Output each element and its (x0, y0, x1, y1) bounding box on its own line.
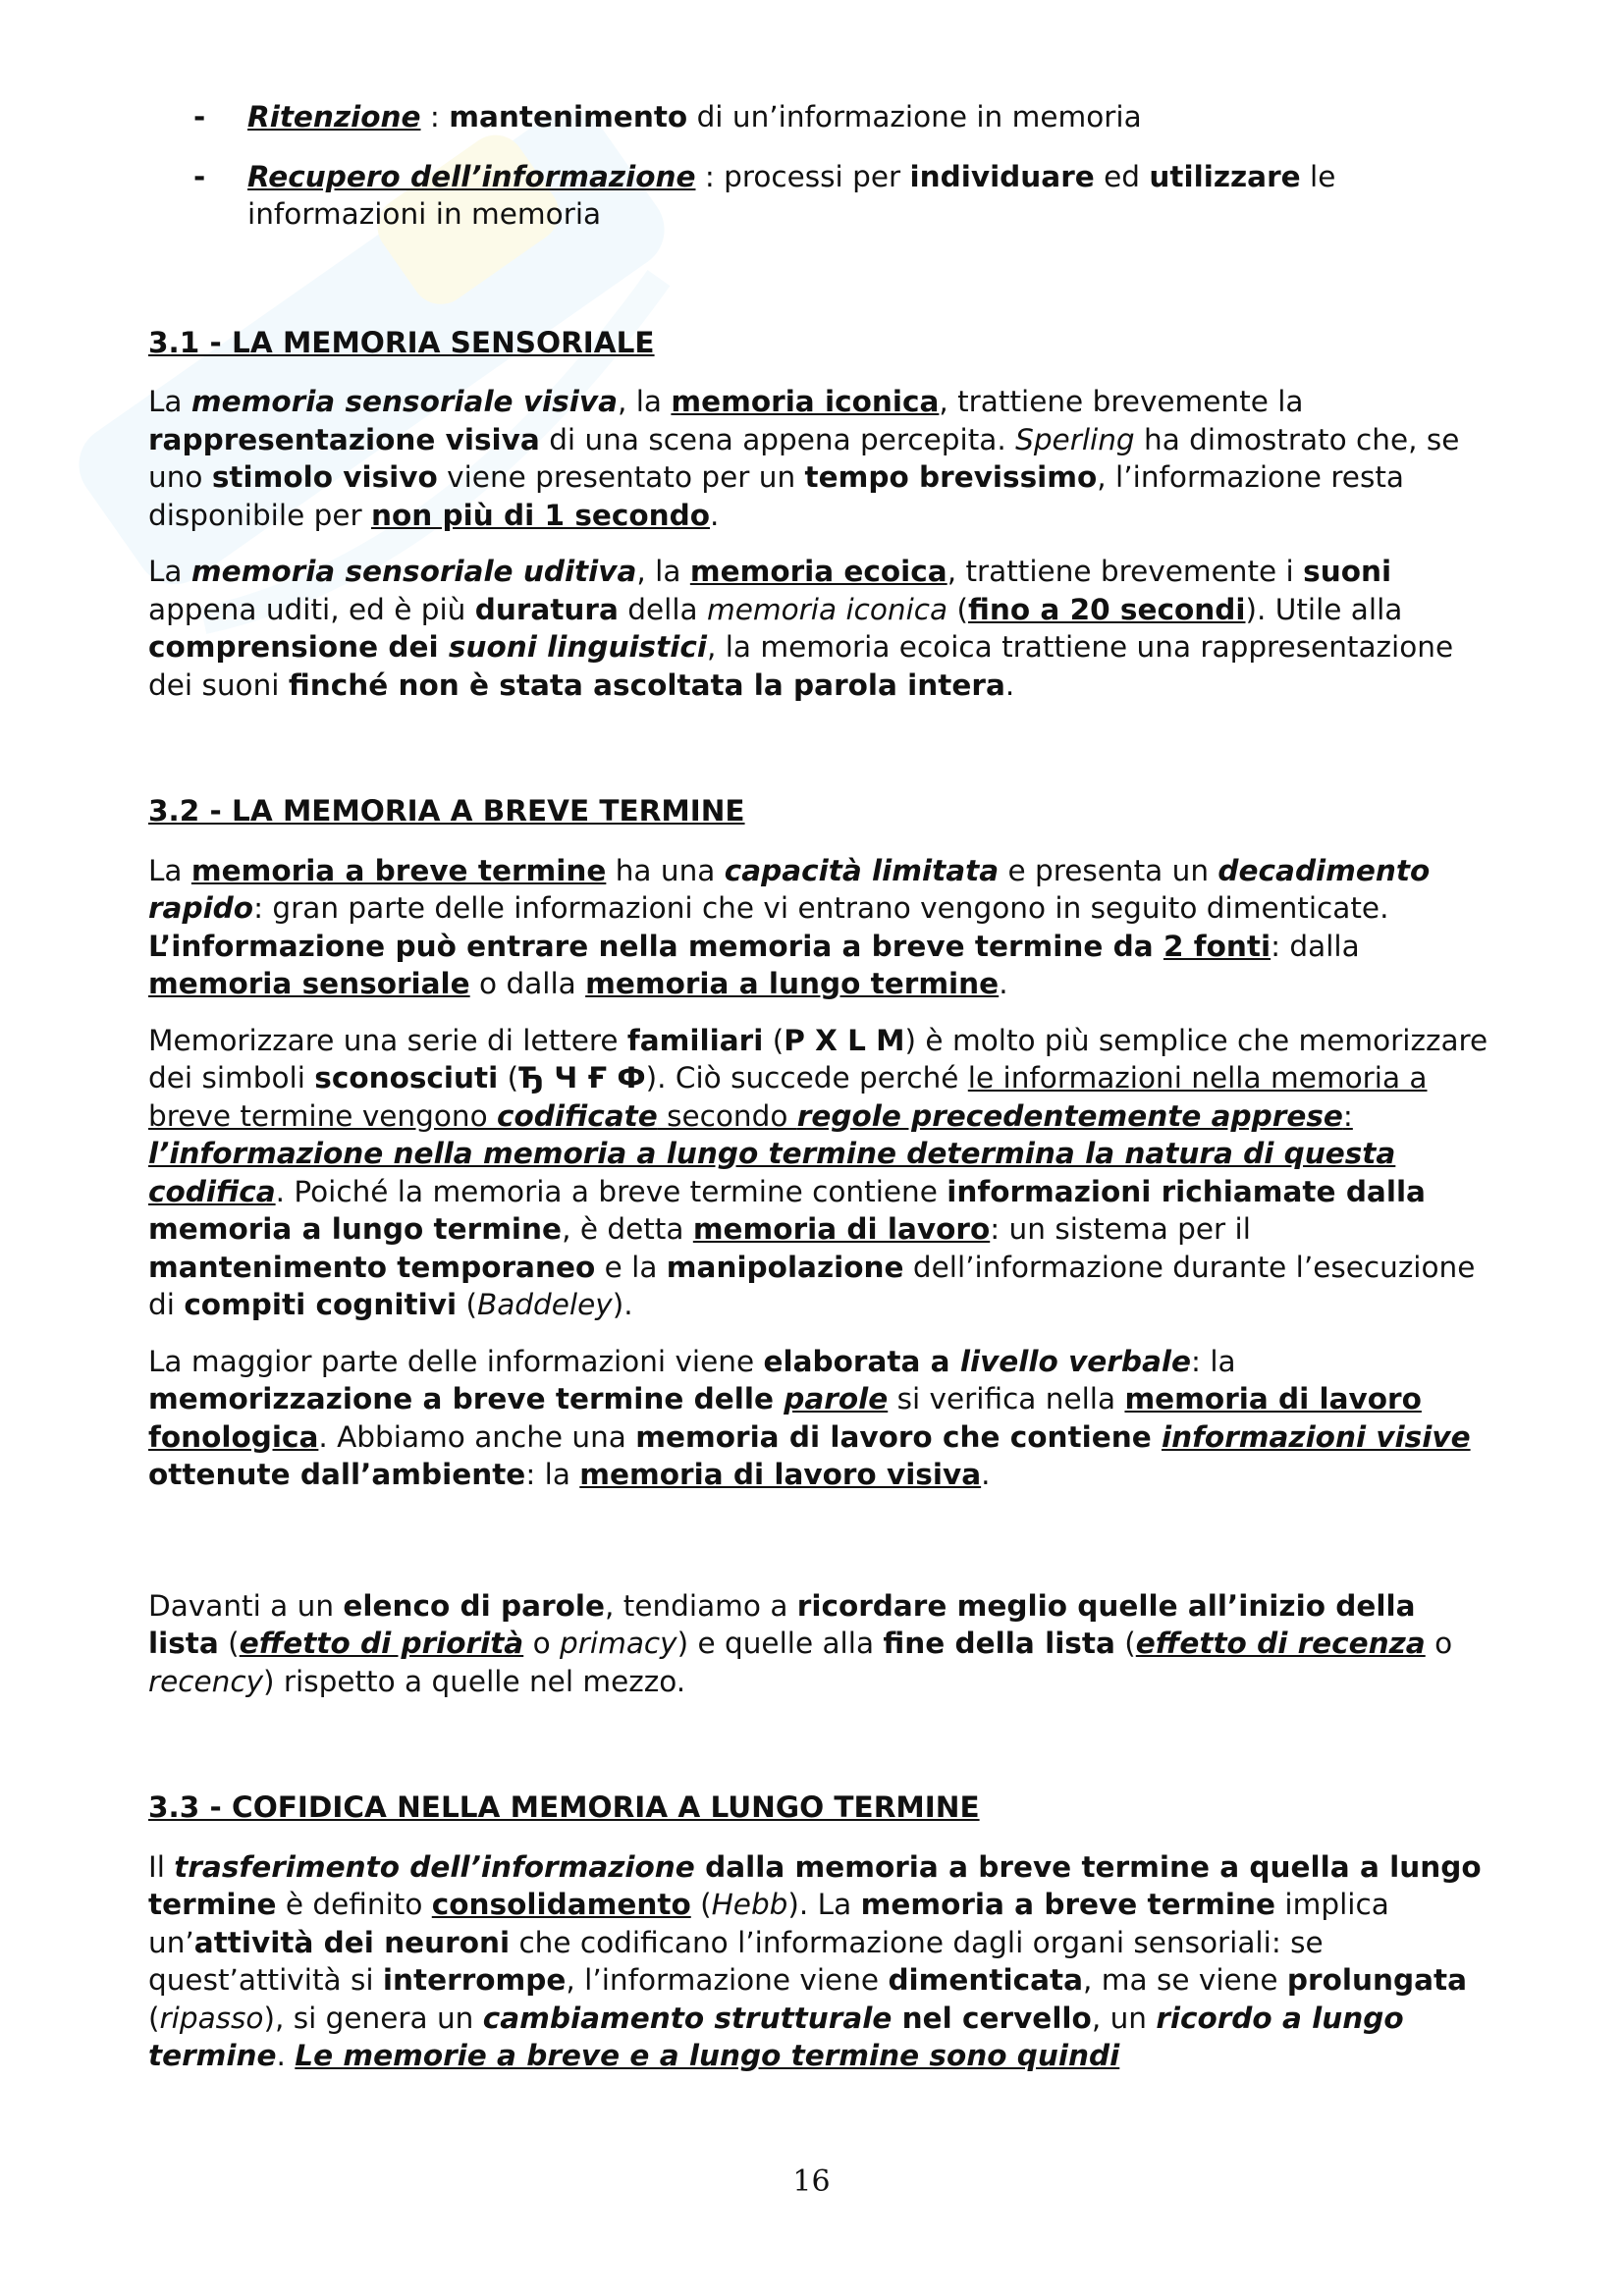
text-run: : la (1191, 1344, 1236, 1378)
text-run: ed (1094, 159, 1150, 193)
text-run: ) rispetto a quelle nel mezzo. (263, 1664, 686, 1698)
text-run: ( (763, 1023, 784, 1057)
paragraph (148, 852, 1493, 1003)
text-run: finché non è stata ascoltata la parola intera (288, 667, 1005, 702)
text-run: Baddeley (476, 1288, 613, 1321)
paragraph (148, 553, 1493, 704)
bullet-marker: - (193, 159, 206, 193)
text-run: La (148, 555, 191, 588)
text-run: : la (525, 1458, 580, 1491)
text-run: Davanti a un (148, 1588, 344, 1623)
text-run: compiti cognitivi (184, 1288, 458, 1321)
text-run: : dalla (1271, 929, 1360, 963)
text-run: suoni linguistici (448, 630, 707, 664)
text-run: Hebb (711, 1888, 788, 1921)
text-run: : (1342, 1098, 1353, 1133)
text-run: della (618, 592, 707, 626)
text-run: memoria di lavoro fonologica (148, 1382, 1422, 1454)
text-run: memoria iconica (671, 385, 940, 418)
text-run: ) è molto più semplice che memorizzare dei simboli (148, 1023, 1488, 1095)
text-run: Le memorie a breve e a lungo termine sono quindi (295, 2039, 1120, 2072)
text-run: di una scena appena percepita. (539, 422, 1016, 456)
text-run: memoria sensoriale (148, 967, 470, 1000)
text-run: . Poiché la memoria a breve termine contiene (275, 1174, 947, 1208)
text-run: memoria ecoica (689, 555, 947, 588)
text-run: ha una (606, 853, 725, 887)
text-run: dimenticata (888, 1963, 1084, 1997)
text-run: regole precedentemente apprese (796, 1098, 1343, 1133)
text-run: rappresentazione visiva (148, 422, 540, 456)
text-run: codificate (497, 1098, 658, 1133)
text-run: l’informazione nella memoria a lungo termine determina la natura di questa codifica (148, 1137, 1396, 1208)
text-run: informazioni visive (1161, 1419, 1471, 1454)
section-heading: 3.1 - LA MEMORIA SENSORIALE (148, 325, 655, 359)
text-run: Sperling (1015, 422, 1135, 456)
text-run: ( (947, 592, 968, 626)
text-run: attività dei neuroni (193, 1925, 511, 1959)
text-run: ottenute dall’ambiente (148, 1458, 526, 1491)
text-run: , l’informazione viene (566, 1963, 889, 1997)
text-run: suoni (1303, 555, 1392, 588)
text-run: L’informazione può entrare nella memoria a breve termine da (148, 929, 1163, 963)
section-heading: 3.2 - LA MEMORIA A BREVE TERMINE (148, 794, 745, 828)
text-run: dell’informazione durante l’esecuzione di (148, 1250, 1476, 1321)
text-run: ( (690, 1888, 712, 1921)
text-run: memoria iconica (707, 592, 948, 626)
text-run: P X L M (784, 1023, 905, 1057)
text-run: e la (595, 1250, 667, 1284)
text-run: dalla memoria a breve termine a quella a lungo termine (148, 1849, 1482, 1921)
text-run: Ђ Ч Ғ Ф (518, 1061, 646, 1095)
text-run: : processi per (695, 159, 910, 193)
bullet-text (247, 98, 1493, 136)
text-run: e presenta un (999, 853, 1218, 887)
text-run: capacità limitata (724, 853, 1000, 887)
text-run: mantenimento temporaneo (148, 1250, 596, 1284)
page-number: 16 (792, 2164, 831, 2199)
paragraph (148, 1022, 1493, 1324)
text-run: , ma se viene (1083, 1963, 1287, 1997)
text-run: sconosciuti (314, 1061, 499, 1095)
text-run: elenco di parole (343, 1588, 605, 1623)
text-run: Il (148, 1849, 175, 1884)
text-run: , la (636, 555, 690, 588)
text-run: mantenimento (449, 100, 688, 133)
text-run: tempo brevissimo (804, 460, 1098, 494)
text-run: recency (148, 1664, 264, 1698)
text-run: trasferimento dell’informazione (174, 1849, 695, 1884)
text-run: Ritenzione (247, 100, 421, 133)
text-run: è definito (276, 1888, 432, 1921)
text-run: le informazioni nella memoria a breve termine vengono (148, 1061, 1428, 1133)
bullet-text (247, 158, 1493, 234)
text-run: memoria di lavoro (692, 1212, 991, 1246)
paragraph (148, 383, 1493, 534)
text-run: parole (784, 1382, 889, 1415)
text-run: memoria sensoriale visiva (190, 385, 618, 418)
text-run: consolidamento (431, 1888, 691, 1921)
text-run: individuare (909, 159, 1095, 193)
text-run: . (1004, 667, 1015, 702)
text-run: nel cervello (892, 2001, 1092, 2035)
text-run: , trattiene brevemente i (947, 555, 1304, 588)
text-run: stimolo visivo (211, 460, 438, 494)
text-run: , un (1091, 2001, 1157, 2035)
text-run: familiari (626, 1023, 764, 1057)
text-run: Memorizzare una serie di lettere (148, 1023, 627, 1057)
text-run: : gran parte delle informazioni che vi entrano vengono in seguito dimenticate. (253, 891, 1389, 925)
text-run: , è detta (562, 1212, 693, 1246)
text-run: viene presentato per un (437, 460, 805, 494)
section-heading: 3.3 - COFIDICA NELLA MEMORIA A LUNGO TERMINE (148, 1790, 980, 1824)
text-run: memoria a breve termine (860, 1888, 1276, 1921)
text-run: livello verbale (959, 1344, 1191, 1378)
text-run: La maggior parte delle informazioni viene (148, 1344, 764, 1378)
text-run: elaborata a (763, 1344, 960, 1378)
text-run: : (420, 100, 450, 133)
text-run: utilizzare (1149, 159, 1301, 193)
text-run: secondo (657, 1098, 797, 1133)
text-run: memoria di lavoro che contiene (635, 1419, 1162, 1454)
text-run: memoria a lungo termine (585, 967, 1000, 1000)
text-run: memoria sensoriale uditiva (190, 555, 637, 588)
text-run: ha dimostrato che, se uno (148, 422, 1460, 494)
text-run: memoria a breve termine (190, 853, 607, 887)
text-run: prolungata (1286, 1963, 1467, 1997)
text-run: le informazioni in memoria (247, 159, 1336, 231)
bullet-item (148, 158, 1493, 234)
text-run: , trattiene brevemente la (939, 385, 1304, 418)
text-run: ). Utile alla (1245, 592, 1403, 626)
text-run: Recupero dell’informazione (247, 159, 696, 193)
text-run: ( (1114, 1627, 1136, 1660)
text-run: che codificano l’informazione dagli organi sensoriali: se quest’attività si (148, 1925, 1324, 1997)
text-run: ) e quelle alla (676, 1627, 884, 1660)
text-run: interrompe (382, 1963, 567, 1997)
paragraph (148, 1848, 1493, 2075)
bullet-marker: - (193, 100, 206, 133)
text-run: fine della lista (883, 1627, 1115, 1660)
text-run: informazioni richiamate dalla memoria a lungo termine (148, 1174, 1426, 1246)
text-run: . (981, 1458, 991, 1491)
text-run: , tendiamo a (605, 1588, 797, 1623)
text-run: . (276, 2039, 296, 2072)
text-run: non più di 1 secondo (370, 498, 711, 532)
text-run: di un’informazione in memoria (687, 100, 1142, 133)
text-run: manipolazione (666, 1250, 904, 1284)
text-run: appena uditi, ed è più (148, 592, 475, 626)
page-content (148, 90, 1493, 2075)
text-run: La (148, 385, 191, 418)
text-run: effetto di priorità (239, 1627, 524, 1660)
text-run: ). (612, 1288, 633, 1321)
text-run: ricordare meglio quelle all’inizio della lista (148, 1588, 1416, 1660)
text-run: primacy (560, 1627, 677, 1660)
text-run: , la (617, 385, 672, 418)
text-run: memorizzazione a breve termine delle (148, 1382, 784, 1415)
text-run: : un sistema per il (990, 1212, 1251, 1246)
text-run: ( (498, 1061, 519, 1095)
text-run: , l’informazione resta disponibile per (148, 460, 1404, 532)
text-run: cambiamento strutturale (482, 2001, 893, 2035)
text-run: si verifica nella (888, 1382, 1125, 1415)
text-run: comprensione dei (148, 630, 449, 664)
text-run: memoria di lavoro visiva (579, 1458, 982, 1491)
text-run: . (710, 498, 720, 532)
text-run: ), si genera un (263, 2001, 483, 2035)
text-run: o (523, 1627, 561, 1660)
text-run: , la memoria ecoica trattiene una rappresentazione dei suoni (148, 630, 1454, 702)
text-run: ricordo a lungo termine (148, 2001, 1404, 2072)
paragraph (148, 1343, 1493, 1494)
text-run: ( (148, 2001, 160, 2035)
text-run: o (1425, 1627, 1453, 1660)
text-run: fino a 20 secondi (968, 592, 1246, 626)
text-run: ( (218, 1627, 240, 1660)
text-run: ). Ciò succede perché (645, 1061, 968, 1095)
text-run: 2 fonti (1163, 929, 1271, 963)
text-run: implica un’ (148, 1888, 1389, 1959)
text-run: ). La (787, 1888, 861, 1921)
text-run: . Abbiamo anche una (318, 1419, 636, 1454)
text-run: ripasso (159, 2001, 264, 2035)
paragraph (148, 1587, 1493, 1701)
text-run: o dalla (469, 967, 586, 1000)
text-run: decadimento rapido (148, 853, 1431, 925)
text-run: . (999, 967, 1008, 1000)
text-run: duratura (474, 592, 619, 626)
bullet-item (148, 98, 1493, 136)
text-run: La (148, 853, 191, 887)
text-run: effetto di recenza (1135, 1627, 1426, 1660)
text-run: ( (457, 1288, 477, 1321)
